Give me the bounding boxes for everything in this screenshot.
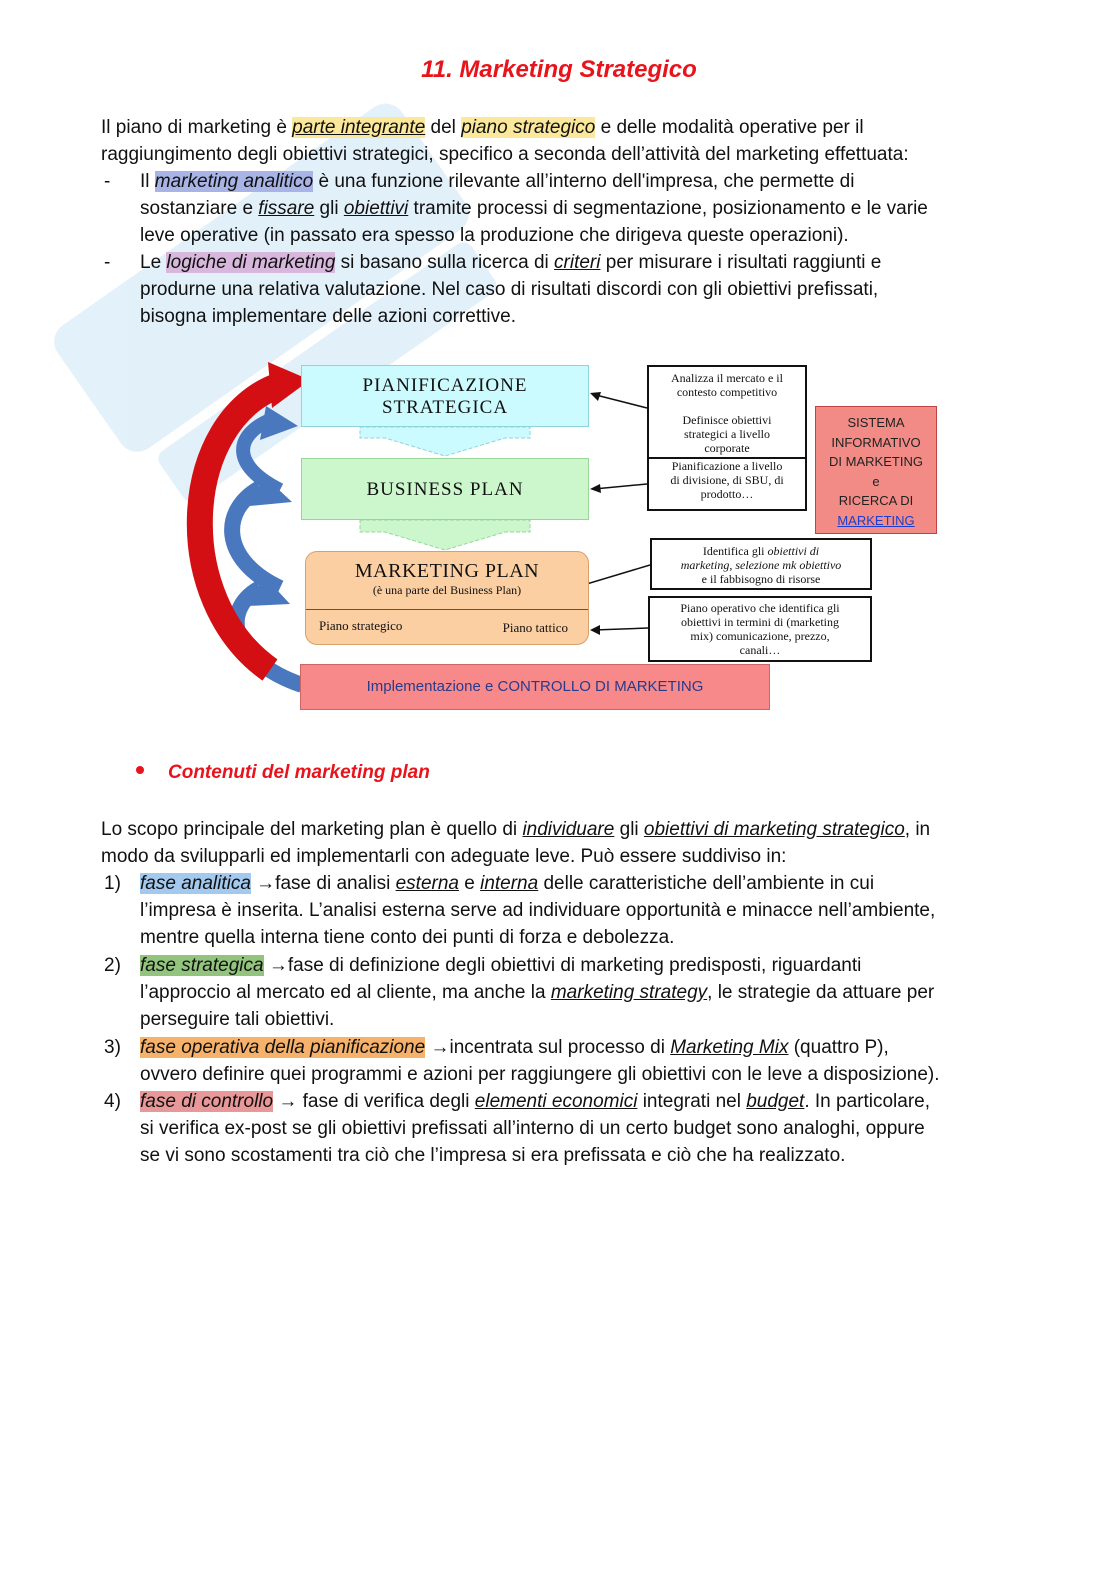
keyword-criteri: criteri: [554, 252, 601, 273]
list-item: fase analitica →fase di analisi esterna e interna delle caratteristiche dell’ambiente in cui l’impresa è inserita. L’analisi esterna serve ad individuare opportunità e minacce nell’ambiente, mentre quella interna tiene conto dei punti di forza e debolezza.: [140, 873, 936, 948]
keyword-logiche-di-marketing: logiche di marketing: [166, 252, 336, 273]
keyword-fase-strategica: fase strategica: [140, 955, 264, 976]
keyword-obiettivi-marketing: obiettivi di marketing strategico: [643, 819, 905, 840]
section-heading: Contenuti del marketing plan: [168, 762, 430, 783]
dash-marker: -: [104, 171, 111, 192]
list-item: Le logiche di marketing si basano sulla ricerca di criteri per misurare i risultati raggiunti e produrne una relativa valutazione. Nel caso di risultati discordi con gli obiettivi prefissati, bisogna implementare delle azioni correttive.: [140, 252, 882, 327]
phase-number: 1): [104, 873, 121, 894]
list-item: fase strategica →fase di definizione degli obiettivi di marketing predisposti, riguardanti l’approccio al mercato ed al cliente, ma anche la marketing strategy, le strategie da attuare per perseguire tali obiettivi.: [140, 955, 935, 1030]
piano-strategico-label: Piano strategico: [319, 618, 403, 633]
side-box-analisi: Analizza il mercato e il contesto competitivo Definisce obiettivi strategici a livello corporate Pianificazione a livello di divisione, di SBU, di prodotto…: [647, 365, 807, 511]
sistema-informativo-box: SISTEMA INFORMATIVO DI MARKETING e RICERCA DI MARKETING: [815, 406, 937, 534]
phase-number: 4): [104, 1091, 121, 1112]
list-item: fase di controllo → fase di verifica degli elementi economici integrati nel budget. In particolare, si verifica ex-post se gli obiettivi prefissati all’interno di un certo budget sono analoghi, oppure se vi sono scostamenti tra ciò che l’impresa si era prefissata e ciò che ha realizzato.: [140, 1091, 931, 1166]
marketing-plan-box: MARKETING PLAN (è una parte del Business Plan) Piano strategico Piano tattico: [305, 551, 589, 645]
keyword-parte-integrante: parte integrante: [292, 117, 426, 138]
page-title: 11. Marketing Strategico: [421, 56, 697, 83]
list-item: Il marketing analitico è una funzione rilevante all’interno dell'impresa, che permette di sostanziare e fissare gli obiettivi tramite processi di segmentazione, posizionamento e le varie leve operative (in passato era spesso la produzione che dirigeva queste operazioni).: [140, 171, 928, 246]
keyword-fissare: fissare: [258, 198, 315, 219]
implementazione-box: Implementazione e CONTROLLO DI MARKETING: [300, 664, 770, 710]
phase-number: 3): [104, 1037, 121, 1058]
keyword-fase-operativa: fase operativa della pianificazione: [140, 1037, 426, 1058]
intro-paragraph: Il piano di marketing è parte integrante del piano strategico e delle modalità operative per il raggiungimento degli obiettivi strategici, specifico a seconda dell’attività del marketing effettuata:: [101, 117, 909, 165]
phase-number: 2): [104, 955, 121, 976]
list-item: fase operativa della pianificazione →incentrata sul processo di Marketing Mix (quattro P), ovvero definire quei programmi e azioni per raggiungere gli obiettivi con le leve a disposizione).: [140, 1037, 940, 1085]
marketing-link[interactable]: MARKETING: [837, 512, 915, 528]
keyword-individuare: individuare: [522, 819, 615, 840]
side-box-piano-operativo: Piano operativo che identifica gli obiettivi in termini di (marketing mix) comunicazione, prezzo, canali…: [648, 596, 872, 662]
keyword-piano-strategico: piano strategico: [461, 117, 596, 138]
scope-paragraph: Lo scopo principale del marketing plan è quello di individuare gli obiettivi di marketing strategico, in modo da svilupparli ed implementarli con adeguate leve. Può essere suddiviso in:: [101, 819, 931, 867]
keyword-marketing-analitico: marketing analitico: [154, 171, 314, 192]
bullet-icon: [136, 766, 144, 774]
piano-tattico-label: Piano tattico: [502, 620, 568, 635]
marketing-planning-diagram: [160, 360, 960, 720]
dash-marker: -: [104, 252, 111, 273]
keyword-fase-di-controllo: fase di controllo: [140, 1091, 274, 1112]
pianificazione-strategica-box: PIANIFICAZIONE STRATEGICA: [301, 365, 589, 427]
keyword-fase-analitica: fase analitica: [140, 873, 251, 894]
business-plan-box: BUSINESS PLAN: [301, 458, 589, 520]
side-box-obiettivi: Identifica gli obiettivi di marketing, selezione mk obiettivo e il fabbisogno di risorse: [650, 538, 872, 590]
keyword-obiettivi: obiettivi: [343, 198, 409, 219]
